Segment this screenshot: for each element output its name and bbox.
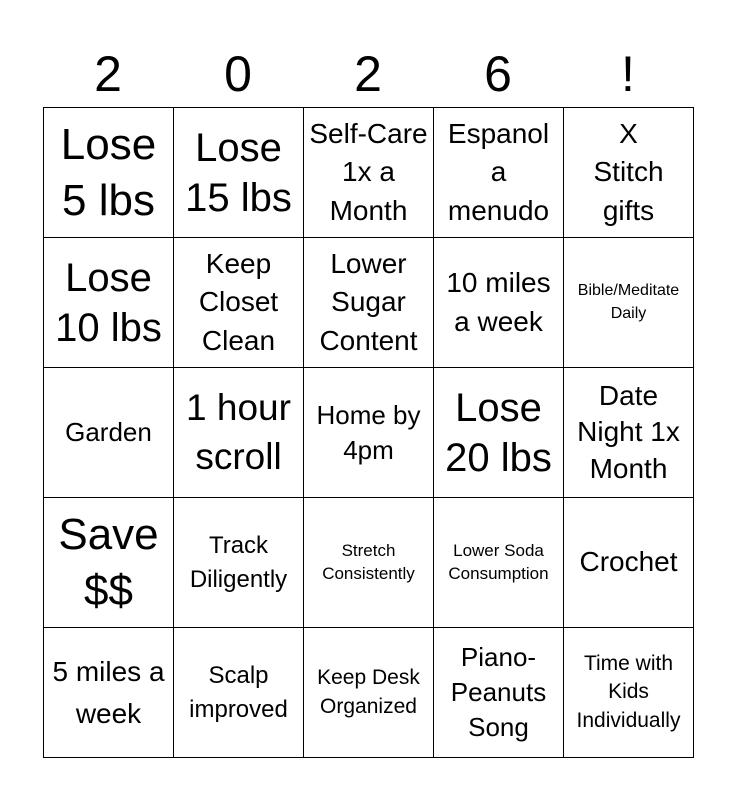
bingo-cell[interactable] <box>434 108 564 238</box>
cell-text: Stretch Consistently <box>322 540 415 583</box>
cell-text: Home by 4pm <box>316 399 421 465</box>
bingo-cell[interactable] <box>434 498 564 628</box>
bingo-cell[interactable] <box>174 238 304 368</box>
bingo-title <box>43 40 693 108</box>
cell-text: Scalp improved <box>189 661 288 723</box>
bingo-cell[interactable] <box>564 498 694 628</box>
cell-text: Keep Desk Organized <box>317 666 420 718</box>
bingo-cell[interactable] <box>44 368 174 498</box>
cell-text: Save $$ <box>58 509 159 615</box>
title-letter: 0 <box>224 46 252 102</box>
cell-text: Crochet <box>579 546 678 578</box>
bingo-cell[interactable] <box>174 368 304 498</box>
bingo-cell[interactable] <box>564 108 694 238</box>
bingo-cell[interactable] <box>564 628 694 758</box>
title-letter: ! <box>621 46 635 102</box>
cell-text: Date Night 1x Month <box>577 379 680 484</box>
cell-text: 1 hour scroll <box>186 387 291 477</box>
bingo-cell[interactable] <box>564 368 694 498</box>
cell-text: X Stitch gifts <box>593 117 664 226</box>
bingo-cell[interactable] <box>434 368 564 498</box>
title-letter: 2 <box>94 46 122 102</box>
bingo-cell[interactable] <box>44 108 174 238</box>
cell-text: Garden <box>65 417 152 448</box>
bingo-cell[interactable] <box>304 238 434 368</box>
cell-text: Lose 15 lbs <box>185 125 292 220</box>
cell-text: Bible/Meditate Daily <box>577 282 680 322</box>
cell-text: Lower Soda Consumption <box>448 540 549 583</box>
cell-text: Lose 10 lbs <box>55 255 162 350</box>
bingo-cell[interactable] <box>304 498 434 628</box>
title-letter: 2 <box>354 46 382 102</box>
cell-text: 10 miles a week <box>446 266 551 337</box>
bingo-cell[interactable] <box>434 628 564 758</box>
cell-text: Lose 5 lbs <box>60 119 157 225</box>
bingo-cell[interactable] <box>44 498 174 628</box>
bingo-cell[interactable] <box>304 628 434 758</box>
bingo-cell[interactable] <box>174 108 304 238</box>
bingo-cell[interactable] <box>564 238 694 368</box>
bingo-cell[interactable] <box>174 628 304 758</box>
bingo-cell[interactable] <box>434 238 564 368</box>
cell-text: Time with Kids Individually <box>576 651 681 732</box>
cell-text: Keep Closet Clean <box>198 247 279 356</box>
cell-text: Self-Care 1x a Month <box>309 117 428 226</box>
cell-text: Espanol a menudo <box>447 117 550 226</box>
bingo-board <box>43 107 694 758</box>
title-letter: 6 <box>484 46 512 102</box>
bingo-cell[interactable] <box>174 498 304 628</box>
cell-text: 5 miles a week <box>52 655 165 729</box>
cell-text: Piano-Peanuts Song <box>450 642 547 742</box>
cell-text: Track Diligently <box>189 531 288 593</box>
cell-text: Lower Sugar Content <box>319 247 418 356</box>
cell-text: Lose 20 lbs <box>445 385 552 480</box>
bingo-cell[interactable] <box>304 108 434 238</box>
bingo-cell[interactable] <box>44 628 174 758</box>
bingo-cell[interactable] <box>44 238 174 368</box>
bingo-cell[interactable] <box>304 368 434 498</box>
